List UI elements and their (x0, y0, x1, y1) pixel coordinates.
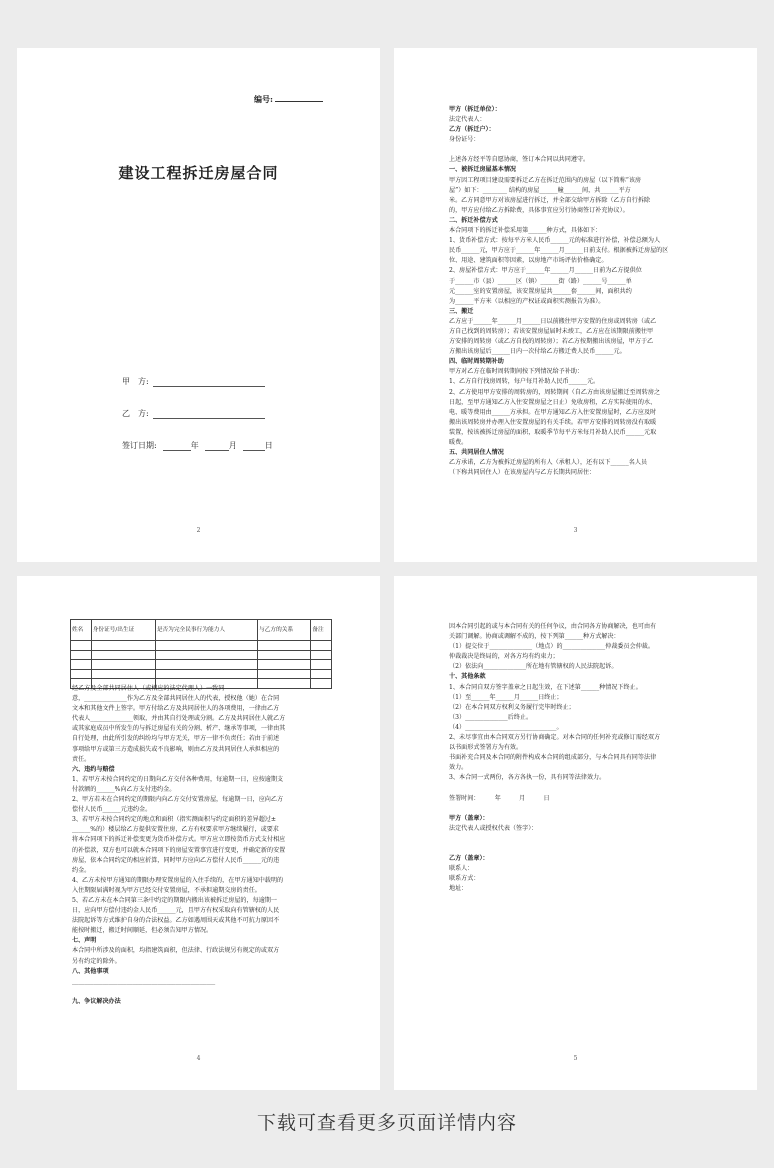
text-line: 书面补充合同及本合同的附件构成本合同的组成部分，与本合同具有同等法律 (449, 754, 657, 762)
section-heading: 五、共同居住人情况 (449, 449, 504, 457)
text-line: 1、若甲方未按合同约定的日期向乙方交付各种费用，每逾期一日，应按逾期支 (72, 775, 284, 783)
text-line: 元______室的安置房屋，该安置房屋共______套______间，面积共约 (449, 287, 632, 295)
table-row (71, 650, 332, 660)
table-cell (91, 641, 155, 651)
section-heading: 甲方（盖章）： (449, 814, 489, 822)
text-line: 乙方应于______年______月______日以前搬往甲方安置的住房或周转房（或乙 (449, 317, 657, 325)
watermark (75, 428, 113, 474)
text-line: 付款额的______%向乙方支付违约金。 (72, 785, 176, 793)
section-heading: 一、被拆迁房屋基本情况 (449, 166, 517, 174)
text-line: 身份证号： (449, 136, 480, 144)
text-line: 搬出该周转房并办理入住安置房屋的有关手续。若甲方安排的周转房没有取暖 (449, 418, 657, 426)
table-cell (71, 669, 92, 679)
table-cell (155, 669, 257, 679)
text-line: 上述各方经平等自愿协商，签订本合同以共同遵守。 (449, 156, 590, 164)
page-number: 4 (196, 1055, 201, 1062)
contract-title: 建设工程拆迁房屋合同 (118, 164, 279, 182)
section-heading: 二、拆迁补偿方式 (449, 216, 498, 224)
text-line: 地址： (449, 885, 468, 893)
spacer (449, 834, 699, 844)
day-label: 日 (264, 441, 273, 450)
table-cell (91, 669, 155, 679)
table-row (71, 669, 332, 679)
party-b-blank (153, 418, 265, 419)
page-body-text (449, 622, 699, 894)
text-line: 关部门调解。协商或调解不成的，按下列第______种方式解决： (449, 633, 620, 641)
text-line: 代表人______________领取，并由其自行处理或分割。乙方及共同居住人就乙方 (72, 715, 286, 723)
table-cell (71, 660, 92, 670)
sign-date-label: 签订日期: (122, 441, 157, 450)
contract-page-3 (17, 576, 380, 1090)
table-cell (258, 660, 311, 670)
text-line: 为______平方米（以相应的产权证或面积实测报告为准）。 (449, 297, 605, 305)
table-cell (71, 641, 92, 651)
sign-date-field (122, 440, 273, 451)
page-number: 2 (196, 527, 201, 534)
text-line: 1、货币补偿方式：按每平方米人民币______元的标准进行补偿，补偿总额为人 (449, 237, 661, 245)
table-header-cell: 与乙方的关系 (258, 620, 311, 641)
text-line: 方自己找到的周转房）；若该安置房屋届时未竣工，乙方应在该期限前搬往甲 (449, 327, 654, 335)
serial-number-blank (275, 101, 323, 102)
text-line: 2、乙方使用甲方安排的周转房的，周转期间（自乙方由该房屋搬迁至周转房之 (449, 388, 661, 396)
text-line: 5、若乙方未在本合同第三条中约定的期限内搬出该被拆迁房屋的，每逾期一 (72, 896, 277, 904)
text-line: （下称共同居住人）在该房屋内与乙方长期共同居住： (449, 469, 596, 477)
text-line: 事项给甲方或第三方造成损失或不良影响，则由乙方及共同居住人承担相应的 (72, 745, 280, 753)
text-line: 偿付人民币______元违约金。 (72, 806, 152, 814)
section-heading: 四、临时周转期补助 (449, 358, 504, 366)
download-more-footer[interactable]: 下载可查看更多页面详情内容 (256, 1112, 517, 1134)
text-line: 装置，按该被拆迁房屋的面积，取暖季节每平方米每月补助人民币______元取 (449, 428, 657, 436)
section-heading: 八、其他事项 (72, 967, 109, 975)
table-cell (155, 650, 257, 660)
table-row (71, 641, 332, 651)
text-line: 约金。 (72, 866, 91, 874)
spacer (449, 784, 699, 794)
page-number: 3 (573, 527, 578, 534)
text-line: 1、本合同自双方签字盖章之日起生效，在下述第______种情况下终止。 (449, 683, 642, 691)
table-cell (258, 650, 311, 660)
table-header-cell: 备注 (311, 620, 332, 641)
text-line: 的，甲方应付给乙方拆除费，具体事宜应另行协商签订补充协议）。 (449, 206, 629, 214)
table-cell (91, 660, 155, 670)
section-heading: 乙方（拆迁户）： (449, 126, 495, 134)
text-line: 法院起诉等方式维护自身的合法权益。乙方如遇周围天或其他不可抗力原因不 (72, 917, 280, 925)
text-line: 因本合同引起的或与本合同有关的任何争议，由合同各方协商解决，也可由有 (449, 623, 657, 630)
text-line: 甲方因工程项目建设需要拆迁乙方在拆迁范围内的房屋（以下简称“该房 (449, 176, 642, 184)
spacer (449, 145, 699, 155)
table-cell (311, 641, 332, 651)
text-line: 效力。 (449, 764, 468, 772)
spacer (449, 844, 699, 854)
table-cell (91, 650, 155, 660)
table-header-cell: 身份证号/出生证 (91, 620, 155, 641)
contract-page-2 (394, 48, 757, 562)
table-header-cell: 是否为完全民事行为能力人 (155, 620, 257, 641)
text-line: 联系人： (449, 864, 474, 872)
text-line: 日，应向甲方偿付违约金人民币______元，且甲方有权采取向有管辖权的人民 (72, 907, 280, 915)
text-line: 甲方对乙方在临时周转期间按下列情况给予补助： (449, 368, 584, 376)
text-line: 2、房屋补偿方式：甲方应于______年______月______日前为乙方提供位 (449, 267, 642, 275)
table-cell (311, 660, 332, 670)
text-line: 电、暖等费用由______方承担。在甲方通知乙方入住安置房屋时，乙方应及时 (449, 408, 657, 416)
serial-number-label: 编号: (254, 94, 273, 104)
table-cell (311, 669, 332, 679)
text-line: _______________________________________________ (72, 977, 216, 985)
year-label: 年 (190, 441, 199, 450)
cohabitant-table (70, 619, 332, 689)
text-line: 于______市（县）______区（镇）______街（路）______号______单 (449, 277, 632, 285)
party-b-field (122, 408, 265, 419)
text-line: 1、乙方自行找房周转，每户每月补助人民币______元。 (449, 378, 600, 386)
text-line: 米。乙方同意甲方对该房屋进行拆迁，并全部交给甲方拆除（乙方自行拆除 (449, 196, 651, 204)
spacer (449, 804, 699, 814)
section-heading: 甲方（拆迁单位）： (449, 106, 501, 113)
party-a-label: 甲 方: (122, 377, 149, 386)
text-line: 房屋，依本合同约定的相应折算，同时甲方应向乙方偿付人民币______元的违 (72, 856, 280, 864)
table-cell (311, 650, 332, 660)
text-line: 法定代表人： (449, 116, 486, 124)
section-heading: 乙方（盖章）： (449, 854, 489, 862)
month-label: 月 (228, 441, 237, 450)
spacer (72, 987, 322, 997)
text-line: 屋”）如下：________ 结构的房屋______幢______间，共______平方 (449, 186, 631, 194)
text-line: 日起，至甲方通知乙方入住安置房屋之日止）免收房租，乙方实际使用的水、 (449, 398, 657, 406)
text-line: 乙方承诺，乙方为被拆迁房屋的所有人（承租人），还有以下______名人员 (449, 459, 648, 467)
text-line: 自行处理，由此所引发的纠纷均与甲方无关，甲方一律不负责任；若由于前述 (72, 735, 280, 743)
text-line: 或其家庭成员中所发生的与拆迁房屋有关的分割、析产、继承等事项，一律由其 (72, 725, 286, 733)
section-heading: 六、违约与赔偿 (72, 765, 115, 773)
page-number: 5 (573, 1055, 578, 1062)
table-header-cell: 姓名 (71, 620, 92, 641)
table-cell (258, 669, 311, 679)
text-line: （2）依法向______________所在地有管辖权的人民法院起诉。 (449, 663, 618, 671)
text-line: （1）提交位于______________（地点）的______________仲裁委员会仲裁。 (449, 643, 654, 651)
contract-page-4 (394, 576, 757, 1090)
text-line: 仲裁裁决是终局的，对各方均有约束力； (449, 653, 559, 661)
text-line: 2、未尽事宜由本合同双方另行协商确定。对本合同的任何补充或修订需经双方 (449, 734, 661, 742)
text-line: 本合同项下的拆迁补偿采用第______种方式，具体如下： (449, 227, 602, 235)
text-line: 能按时搬迁，搬迁时间顺延，但必须告知甲方情况。 (72, 927, 213, 935)
contract-page-cover (17, 48, 380, 562)
text-line: 以书面形式签署方为有效。 (449, 744, 523, 752)
page-body-text (72, 684, 322, 1007)
section-heading: 七、声明 (72, 937, 97, 945)
page-body-text (449, 105, 699, 478)
text-line: 本合同中所涉及的面积，均指建筑面积，但法律、行政法规另有规定的或双方 (72, 947, 280, 955)
table-cell (71, 650, 92, 660)
party-a-field (122, 376, 265, 387)
text-line: 经乙方及全部共同居住人（或相应的法定代理人）一致同 (72, 685, 225, 692)
text-line: 另有约定的除外。 (72, 957, 121, 965)
text-line: 3、若甲方未按合同约定的地点和面积（指实测面积与约定面积的差异超过± (72, 816, 276, 824)
text-line: 方搬出该房屋后______日内一次付给乙方搬迁费人民币______元。 (449, 348, 626, 356)
text-line: 3、本合同一式两份，各方各执一份，具有同等法律效力。 (449, 774, 606, 782)
text-line: 法定代表人或授权代表（签字）： (449, 824, 538, 832)
text-line: 责任。 (72, 755, 91, 763)
text-line: 位、用途、建筑面积等因素，以房地产市场评估价格确定。 (449, 257, 608, 265)
section-heading: 十、其他条款 (449, 673, 486, 681)
table-row (71, 660, 332, 670)
text-line: 的补偿款，双方也可以就本合同项下的房屋安置事宜进行变更，并确定新的安置 (72, 846, 286, 854)
party-a-blank (153, 386, 265, 387)
text-line: 方安排的周转房（或乙方自找的周转房）；若乙方按期搬出该房屋，甲方于乙 (449, 338, 654, 346)
text-line: 2、甲方若未在合同约定的期限内向乙方交付安置房屋，每逾期一日，应向乙方 (72, 796, 284, 804)
text-line: （4）______________________________。 (449, 723, 563, 731)
text-line: 将本合同项下的拆迁补偿变更为货币补偿方式。甲方应立即按货币方式支付相应 (72, 836, 286, 844)
text-line: 联系方式： (449, 874, 480, 882)
text-line: （3）______________后终止。 (449, 713, 533, 721)
table-cell (258, 641, 311, 651)
text-line: ______%的）楼层给乙方提供安置住房，乙方有权要求甲方继续履行，或要求 (72, 826, 279, 834)
section-heading: 三、搬迁 (449, 307, 474, 315)
serial-number-field (254, 94, 323, 105)
table-cell (155, 660, 257, 670)
table-header-row (71, 620, 332, 641)
table-cell (155, 641, 257, 651)
section-heading: 九、争议解决办法 (72, 997, 121, 1005)
text-line: 文本和其他文件上签字。甲方付给乙方及共同居住人的各项费用，一律由乙方 (72, 705, 280, 713)
text-line: 入住期限届满时视为甲方已经交付安置房屋，不承担逾期交房的责任。 (72, 886, 261, 894)
text-line: （2）在本合同双方权利义务履行完毕时终止； (449, 703, 575, 711)
party-b-label: 乙 方: (122, 409, 149, 418)
text-line: 意，______________作为乙方及全部共同居住人的代表，授权他（她）在合同 (72, 695, 280, 703)
text-line: 暖费。 (449, 439, 468, 446)
text-line: （1）至______年______月______日终止； (449, 693, 563, 701)
text-line: 4、乙方未按甲方通知的期限办理安置房屋的入住手续的，在甲方通知中载明的 (72, 876, 284, 884)
text-line: 签署时间： 年 月 日 (449, 794, 550, 802)
text-line: 民币______元，甲方应于______年______月______日前支付。根据被拆迁房屋的区 (449, 247, 669, 255)
